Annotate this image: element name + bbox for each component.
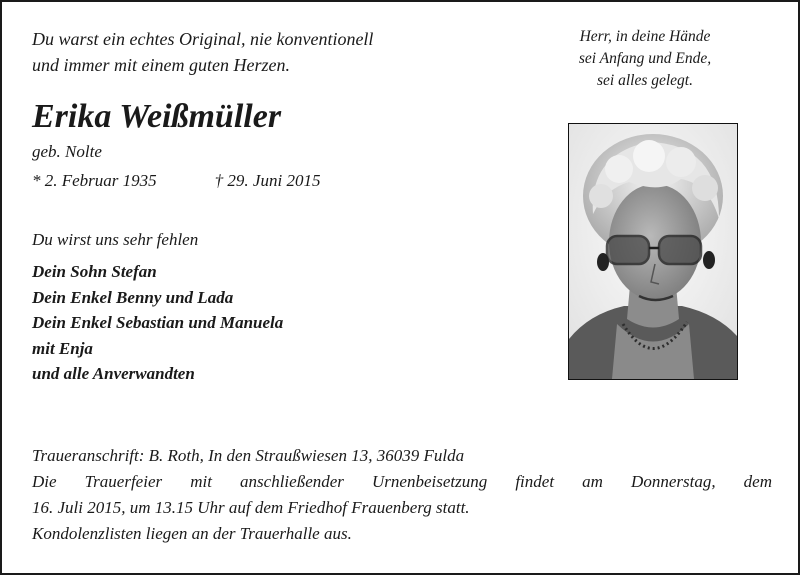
mourner: mit Enja xyxy=(32,338,93,358)
portrait-photo xyxy=(568,123,738,380)
life-dates xyxy=(32,169,320,193)
death-date: † 29. Juni 2015 xyxy=(214,171,321,190)
mourner: Dein Enkel Sebastian und Manuela xyxy=(32,313,284,332)
ceremony-text-continued: 16. Juli 2015, um 13.15 Uhr auf dem Friedhof Frauenberg statt. xyxy=(32,498,470,517)
farewell-text: Du wirst uns sehr fehlen xyxy=(32,230,199,249)
mourner: Dein Sohn Stefan xyxy=(32,262,157,281)
birth-date: * 2. Februar 1935 xyxy=(32,171,157,190)
mourner: Dein Enkel Benny und Lada xyxy=(32,287,234,307)
verse-line: sei alles gelegt. xyxy=(597,72,693,89)
mourners-list xyxy=(32,259,283,387)
motto xyxy=(32,26,482,78)
mourner: und alle Anverwandten xyxy=(32,364,195,383)
verse-line: Herr, in deine Hände xyxy=(579,28,711,45)
ceremony-text: Die Trauerfeier mit anschließender Urnenbeisetzung findet am Donnerstag, dem xyxy=(32,472,772,491)
verse-line: sei Anfang und Ende, xyxy=(578,50,712,67)
footer-info xyxy=(32,443,772,547)
mourning-address: Traueranschrift: B. Roth, In den Straußwiesen 13, 36039 Fulda xyxy=(32,446,465,465)
birth-name: geb. Nolte xyxy=(32,142,102,161)
motto-line: Du warst ein echtes Original, nie konventionell xyxy=(32,29,374,49)
verse xyxy=(520,26,770,92)
motto-line: und immer mit einem guten Herzen. xyxy=(32,55,290,75)
deceased-name: Erika Weißmüller xyxy=(32,98,282,135)
portrait-illustration xyxy=(569,124,737,379)
condolence-note: Kondolenzlisten liegen an der Trauerhalle aus. xyxy=(32,524,352,543)
